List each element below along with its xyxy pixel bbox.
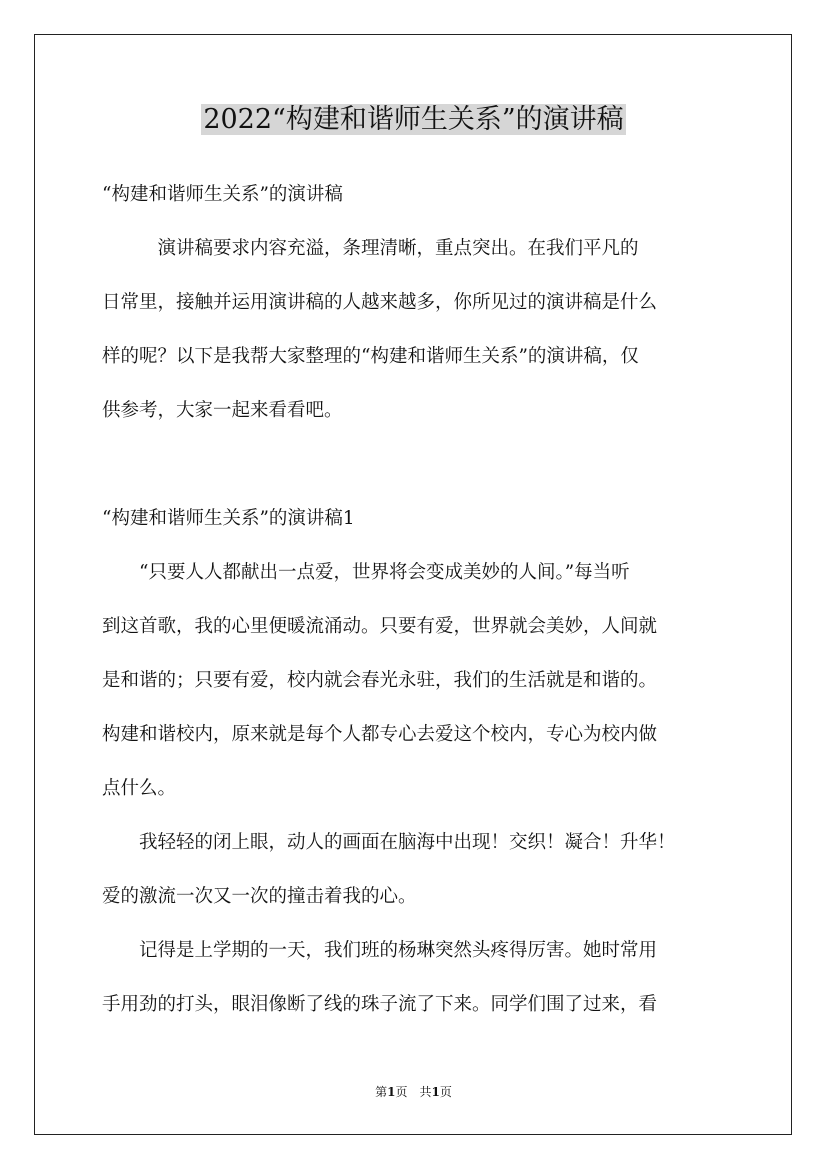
subtitle-line: “构建和谐师生关系”的演讲稿 (102, 184, 343, 205)
paragraph-line: 点什么。 (102, 778, 177, 799)
footer-page-number: 1 (387, 1085, 396, 1099)
paragraph-line: 手用劲的打头，眼泪像断了线的珠子流了下来。同学们围了过来，看 (102, 994, 658, 1015)
paragraph-line: 日常里，接触并运用演讲稿的人越来越多，你所见过的演讲稿是什么 (102, 292, 658, 313)
section-heading: “构建和谐师生关系”的演讲稿1 (102, 508, 355, 529)
paragraph-line: 到这首歌，我的心里便暖流涌动。只要有爱，世界就会美妙，人间就 (102, 616, 658, 637)
paragraph-line: 样的呢？以下是我帮大家整理的“构建和谐师生关系”的演讲稿，仅 (102, 346, 639, 367)
footer-total-pages: 1 (431, 1085, 440, 1099)
footer-suffix: 页 (439, 1085, 452, 1099)
document-title (0, 100, 827, 140)
paragraph-line: 是和谐的；只要有爱，校内就会春光永驻，我们的生活就是和谐的。 (102, 670, 658, 691)
paragraph-line: 演讲稿要求内容充溢，条理清晰，重点突出。在我们平凡的 (102, 238, 639, 259)
footer-mid: 页 共 (395, 1085, 432, 1099)
document-title-text: 2022“构建和谐师生关系”的演讲稿 (203, 104, 624, 135)
paragraph-line: 构建和谐校内，原来就是每个人都专心去爱这个校内，专心为校内做 (102, 724, 658, 745)
paragraph-line: “只要人人都献出一点爱，世界将会变成美妙的人间。”每当听 (102, 562, 630, 583)
paragraph-line: 供参考，大家一起来看看吧。 (102, 400, 343, 421)
paragraph-line: 爱的激流一次又一次的撞击着我的心。 (102, 886, 417, 907)
page-footer (0, 1083, 827, 1101)
paragraph-line: 记得是上学期的一天，我们班的杨琳突然头疼得厉害。她时常用 (102, 940, 658, 961)
paragraph-line: 我轻轻的闭上眼，动人的画面在脑海中出现！交织！凝合！升华！ (102, 832, 676, 853)
footer-prefix: 第 (375, 1085, 388, 1099)
